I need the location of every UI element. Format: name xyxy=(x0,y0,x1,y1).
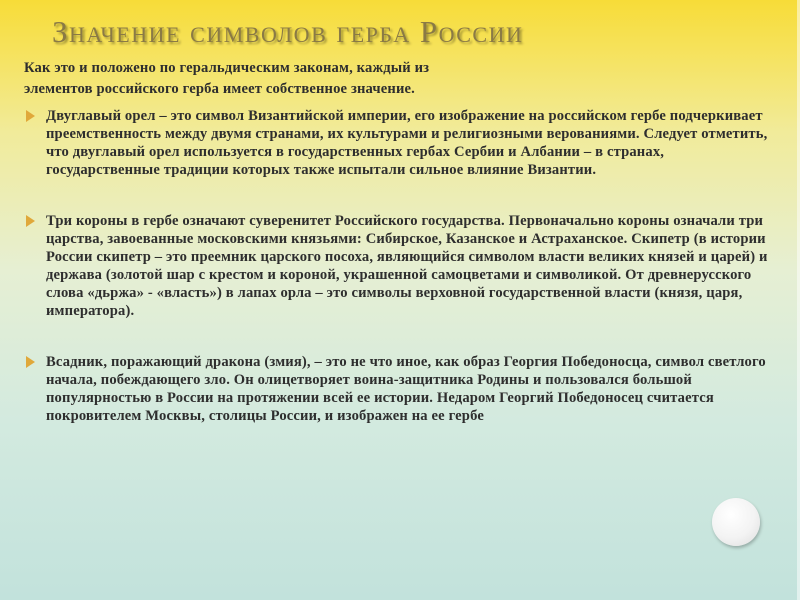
spacer xyxy=(24,100,774,107)
slide-content xyxy=(24,58,774,425)
intro-line-1: Как это и положено по геральдическим законам, каждый из xyxy=(24,60,430,76)
bullet-crowns-text: Три короны в гербе означают суверенитет Российского государства. Первоначально короны означали три царства, завоеванные московскими князьями: Сибирское, Казанское и Астраханское. Скипетр (в истории России скипетр – это преемник царского посоха, являющийся символом власти великих князей и царей) и держава (золотой шар с крестом и короной, украшенной самоцветами и символикой. От древнерусского слова «дьржа» - «власть») в лапах орла – это символы верховной государственной власти (князя, царя, императора). xyxy=(46,213,768,319)
circle-decoration xyxy=(712,498,760,546)
bullet-rider xyxy=(24,353,774,425)
triangle-bullet-icon xyxy=(26,110,35,122)
bullet-crowns xyxy=(24,212,774,320)
intro-line-2: элементов российского герба имеет собственное значение. xyxy=(24,81,415,97)
spacer xyxy=(24,320,774,353)
spacer xyxy=(24,179,774,212)
slide-title: Значение символов герба России xyxy=(52,14,524,49)
triangle-bullet-icon xyxy=(26,356,35,368)
bullet-eagle-text: Двуглавый орел – это символ Византийской империи, его изображение на российском гербе подчеркивает преемственность между двумя странами, их культурами и религиозными верованиями. Следует отметить, что двуглавый орел используется в государственных гербах Сербии и Албании – в странах, государственные традиции которых также испытали сильное влияние Византии. xyxy=(46,108,768,178)
bullet-rider-text: Всадник, поражающий дракона (змия), – это не что иное, как образ Георгия Победоносца, символ светлого начала, побеждающего зло. Он олицетворяет воина-защитника Родины и пользовался большой популярностью в России на протяжении всей ее истории. Недаром Георгий Победоносец считается покровителем Москвы, столицы России, и изображен на ее гербе xyxy=(46,354,766,424)
triangle-bullet-icon xyxy=(26,215,35,227)
bullet-eagle xyxy=(24,107,774,179)
